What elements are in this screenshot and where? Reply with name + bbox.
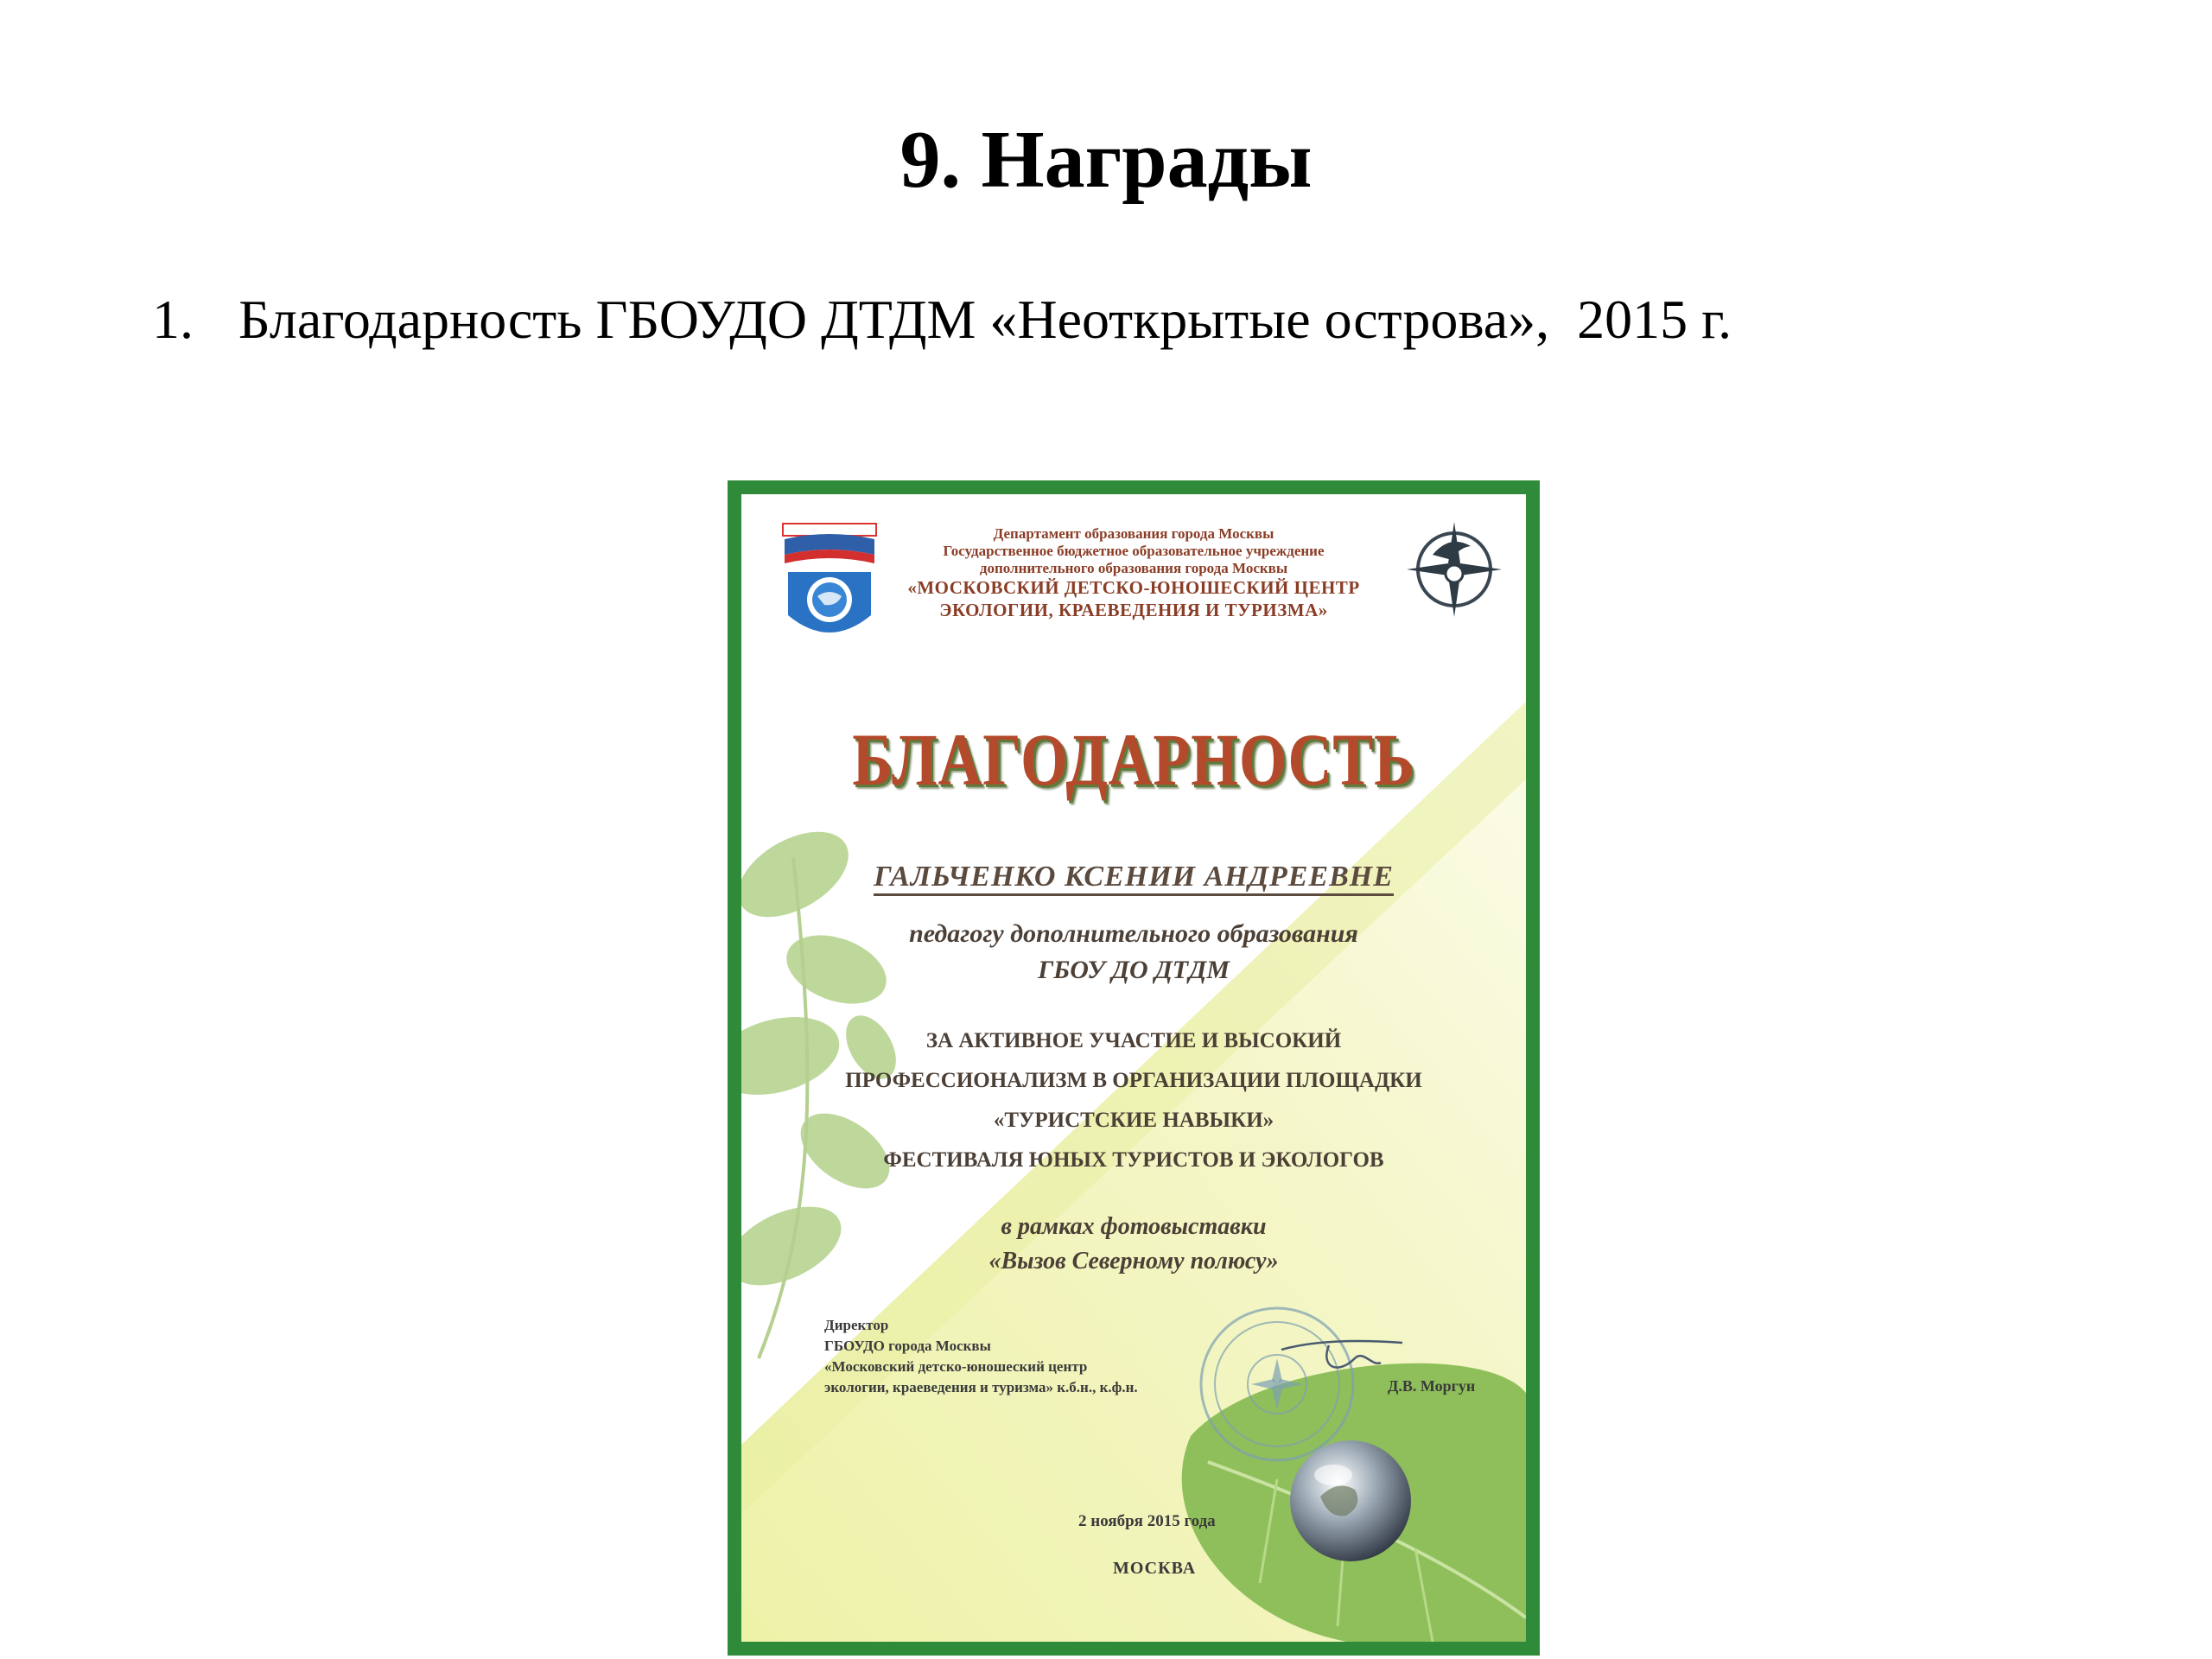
reason-line: ЗА АКТИВНОЕ УЧАСТИЕ И ВЫСОКИЙ	[925, 1029, 1342, 1052]
certificate-header-line: Государственное бюджетное образовательное учреждение	[943, 543, 1325, 559]
director-signature	[1277, 1332, 1407, 1384]
signer-line: Директор	[824, 1317, 889, 1333]
signer-line: экологии, краеведения и туризма» к.б.н., к.ф.н.	[824, 1379, 1138, 1395]
exhibit-line: «Вызов Северному полюсу»	[988, 1248, 1279, 1274]
signer-line: ГБОУДО города Москвы	[824, 1338, 991, 1354]
award-list	[152, 289, 1732, 350]
certificate-city: МОСКВА	[1113, 1559, 1197, 1578]
recipient-position	[741, 916, 1526, 988]
compass-emblem	[1407, 522, 1502, 617]
slide-title: 9. Награды	[899, 115, 1313, 205]
director-name: Д.В. Моргун	[1388, 1377, 1476, 1395]
list-item-text: Благодарность ГБОУДО ДТДМ «Неоткрытые острова», 2015 г.	[238, 289, 1732, 350]
list-item	[152, 289, 1732, 350]
signer-block	[824, 1315, 1138, 1398]
recipient-name	[741, 861, 1526, 893]
certificate-image	[728, 480, 1540, 1656]
reason-line: ПРОФЕССИОНАЛИЗМ В ОРГАНИЗАЦИИ ПЛОЩАДКИ	[845, 1069, 1422, 1092]
certificate-header-line: дополнительного образования города Москвы	[979, 560, 1288, 576]
certificate-header-line: «МОСКОВСКИЙ ДЕТСКО-ЮНОШЕСКИЙ ЦЕНТР	[907, 577, 1360, 598]
reason-line: ФЕСТИВАЛЯ ЮНЫХ ТУРИСТОВ И ЭКОЛОГОВ	[883, 1148, 1384, 1172]
reason-line: «ТУРИСТСКИЕ НАВЫКИ»	[993, 1109, 1274, 1132]
signer-line: «Московский детско-юношеский центр	[824, 1358, 1088, 1375]
position-line: педагогу дополнительного образования	[909, 919, 1358, 948]
globe-droplet-image	[1286, 1436, 1415, 1566]
position-line: ГБОУ ДО ДТДМ	[1038, 956, 1230, 984]
list-item-number: 1.	[152, 289, 194, 350]
certificate-header-line: Департамент образования города Москвы	[993, 525, 1274, 542]
certificate-title: БЛАГОДАРНОСТЬ	[852, 718, 1415, 801]
exhibit-line: в рамках фотовыставки	[1001, 1213, 1267, 1240]
certificate-header-line: ЭКОЛОГИИ, КРАЕВЕДЕНИЯ И ТУРИЗМА»	[939, 600, 1328, 620]
certificate-date: 2 ноября 2015 года	[1078, 1512, 1216, 1530]
recipient-name-text: ГАЛЬЧЕНКО КСЕНИИ АНДРЕЕВНЕ	[874, 861, 1394, 896]
exhibition-text	[741, 1210, 1526, 1279]
award-reason	[741, 1021, 1526, 1180]
